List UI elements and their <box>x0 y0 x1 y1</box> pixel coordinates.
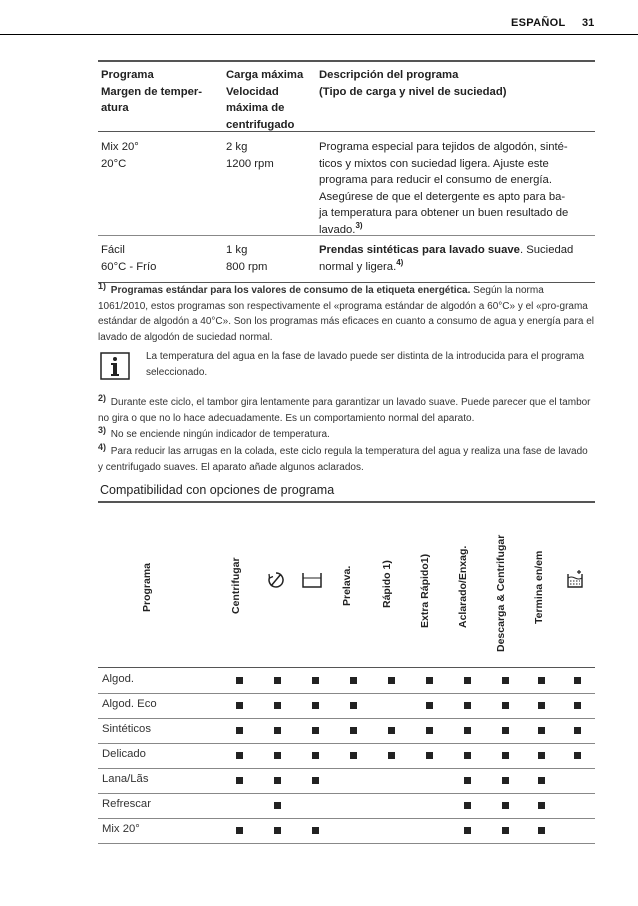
compatibility-mark <box>426 727 433 734</box>
program-table <box>98 60 595 283</box>
footnote-1 <box>98 280 595 345</box>
compatibility-mark <box>350 702 357 709</box>
program-description <box>319 242 593 275</box>
compatibility-mark <box>388 677 395 684</box>
col-header-aclarado: Aclarado/Enxag. <box>457 545 469 628</box>
header-descripcion: Descripción del programa (Tipo de carga y nivel de suciedad) <box>319 69 507 98</box>
compatibility-mark <box>274 677 281 684</box>
program-load: 1 kg 800 rpm <box>226 244 268 273</box>
compatibility-mark <box>502 777 509 784</box>
compatibility-mark <box>388 752 395 759</box>
footnote-number: 1) <box>98 280 107 291</box>
footnote-2 <box>98 392 595 426</box>
no-spin-icon <box>266 570 286 590</box>
compatibility-mark <box>574 702 581 709</box>
extra-rinse-icon <box>566 568 584 590</box>
compatibility-mark <box>574 677 581 684</box>
compatibility-mark <box>388 727 395 734</box>
footnote-text: Según la norma 1061/2010, estos programas son respectivamente el «programa estándar de algodón a 60°C» y el «pro-grama estándar de algodón a 40°C». Son los programas más eficaces en cuanto a consumo de agua y energía para el lavado de algodón de suciedad normal. <box>98 285 594 343</box>
compatibility-mark <box>236 702 243 709</box>
compatibility-mark <box>538 702 545 709</box>
footnote-text: No se enciende ningún indicador de temperatura. <box>108 429 330 440</box>
table-row <box>98 793 595 819</box>
options-title: Compatibilidad con opciones de programa <box>100 483 335 497</box>
compatibility-mark <box>350 727 357 734</box>
compatibility-mark <box>464 677 471 684</box>
col-header-prelava: Prelava. <box>341 565 353 606</box>
page-number: 31 <box>582 17 595 29</box>
table-row <box>98 132 595 236</box>
option-row-program: Algod. <box>102 673 135 685</box>
table-row <box>98 718 595 744</box>
info-note: La temperatura del agua en la fase de lavado puede ser distinta de la introducida para el programa seleccionado. <box>146 351 585 378</box>
program-table-header <box>98 60 595 132</box>
compatibility-mark <box>464 777 471 784</box>
compatibility-mark <box>274 752 281 759</box>
header-language: ESPAÑOL <box>511 17 566 29</box>
footnote-number: 4) <box>98 441 107 452</box>
footnote-4 <box>98 441 595 475</box>
compatibility-mark <box>538 802 545 809</box>
compatibility-mark <box>350 752 357 759</box>
compatibility-mark <box>274 802 281 809</box>
compatibility-mark <box>502 727 509 734</box>
program-name: Fácil 60°C - Frío <box>101 244 157 273</box>
footnote-number: 2) <box>98 392 107 403</box>
compatibility-mark <box>502 827 509 834</box>
program-name: Mix 20° 20°C <box>101 141 139 170</box>
compatibility-mark <box>502 802 509 809</box>
compatibility-mark <box>274 702 281 709</box>
options-top-rule <box>98 501 595 503</box>
compatibility-mark <box>236 752 243 759</box>
option-row-program: Algod. Eco <box>102 698 157 710</box>
table-row <box>98 768 595 794</box>
col-header-extra-rapido: Extra Rápido1) <box>419 553 431 628</box>
compatibility-mark <box>502 677 509 684</box>
col-header-centrifugar: Centrifugar <box>230 557 242 614</box>
compatibility-mark <box>464 802 471 809</box>
compatibility-mark <box>538 727 545 734</box>
program-load: 2 kg 1200 rpm <box>226 141 274 170</box>
compatibility-mark <box>426 752 433 759</box>
description-text: . Suciedad normal y ligera. <box>319 244 574 273</box>
compatibility-mark <box>236 677 243 684</box>
compatibility-mark <box>502 752 509 759</box>
col-header-termina: Termina en/em <box>533 550 545 624</box>
compatibility-mark <box>538 752 545 759</box>
option-row-program: Refrescar <box>102 798 151 810</box>
header-programa: Programa Margen de temper- atura <box>101 69 203 114</box>
compatibility-mark <box>312 827 319 834</box>
table-row <box>98 743 595 769</box>
compatibility-mark <box>236 777 243 784</box>
description-text: Programa especial para tejidos de algodón, sinté- ticos y mixtos con suciedad ligera. Ajuste este programa para reducir el consumo de energía. Asegúrese de que el detergente es apto para ba- ja temperatura para obtener un buen resultado de lavado. <box>319 141 569 236</box>
compatibility-mark <box>574 727 581 734</box>
footnote-text: Para reducir las arrugas en la colada, este ciclo regula la temperatura del agua y realiza una fase de lavado y centrifugado suaves. El aparato añade algunos aclarados. <box>98 446 588 473</box>
table-row <box>98 693 595 719</box>
compatibility-mark <box>464 827 471 834</box>
option-row-program: Mix 20° <box>102 823 140 835</box>
col-header-programa: Programa <box>141 562 153 612</box>
footnote-3 <box>98 424 595 443</box>
col-header-rapido: Rápido 1) <box>381 560 393 608</box>
rinse-hold-icon <box>301 570 323 590</box>
table-row <box>98 236 595 283</box>
footnote-bold: Programas estándar para los valores de consumo de la etiqueta energética. <box>110 285 471 296</box>
compatibility-mark <box>312 752 319 759</box>
compatibility-mark <box>538 677 545 684</box>
option-row-program: Sintéticos <box>102 723 151 735</box>
compatibility-mark <box>274 827 281 834</box>
compatibility-mark <box>538 827 545 834</box>
footnote-number: 3) <box>98 424 107 435</box>
table-row <box>98 668 595 694</box>
compatibility-mark <box>464 727 471 734</box>
footnote-ref: 4) <box>396 257 404 267</box>
option-row-program: Delicado <box>102 748 146 760</box>
compatibility-mark <box>236 727 243 734</box>
header-carga: Carga máxima Velocidad máxima de centrifugado <box>226 69 304 131</box>
footnote-ref: 3) <box>355 220 363 230</box>
compatibility-mark <box>312 677 319 684</box>
compatibility-mark <box>426 702 433 709</box>
header-rule <box>0 34 638 35</box>
compatibility-mark <box>538 777 545 784</box>
compatibility-mark <box>312 777 319 784</box>
compatibility-mark <box>274 777 281 784</box>
compatibility-mark <box>312 727 319 734</box>
program-description <box>319 139 593 238</box>
footnote-text: Durante este ciclo, el tambor gira lentamente para garantizar un lavado suave. Puede parecer que el tambor no gira o que no lo hace adecuadamente. Es un comportamiento normal del aparato. <box>98 397 591 424</box>
compatibility-mark <box>464 752 471 759</box>
option-row-program: Lana/Lãs <box>102 773 149 785</box>
info-icon <box>100 352 130 380</box>
compatibility-mark <box>274 727 281 734</box>
compatibility-mark <box>574 752 581 759</box>
compatibility-mark <box>426 677 433 684</box>
col-header-descarga: Descarga & Centrifugar <box>495 534 507 652</box>
compatibility-mark <box>502 702 509 709</box>
compatibility-mark <box>236 827 243 834</box>
compatibility-mark <box>350 677 357 684</box>
compatibility-mark <box>312 702 319 709</box>
description-bold: Prendas sintéticas para lavado suave <box>319 244 520 256</box>
compatibility-mark <box>464 702 471 709</box>
table-row <box>98 818 595 844</box>
